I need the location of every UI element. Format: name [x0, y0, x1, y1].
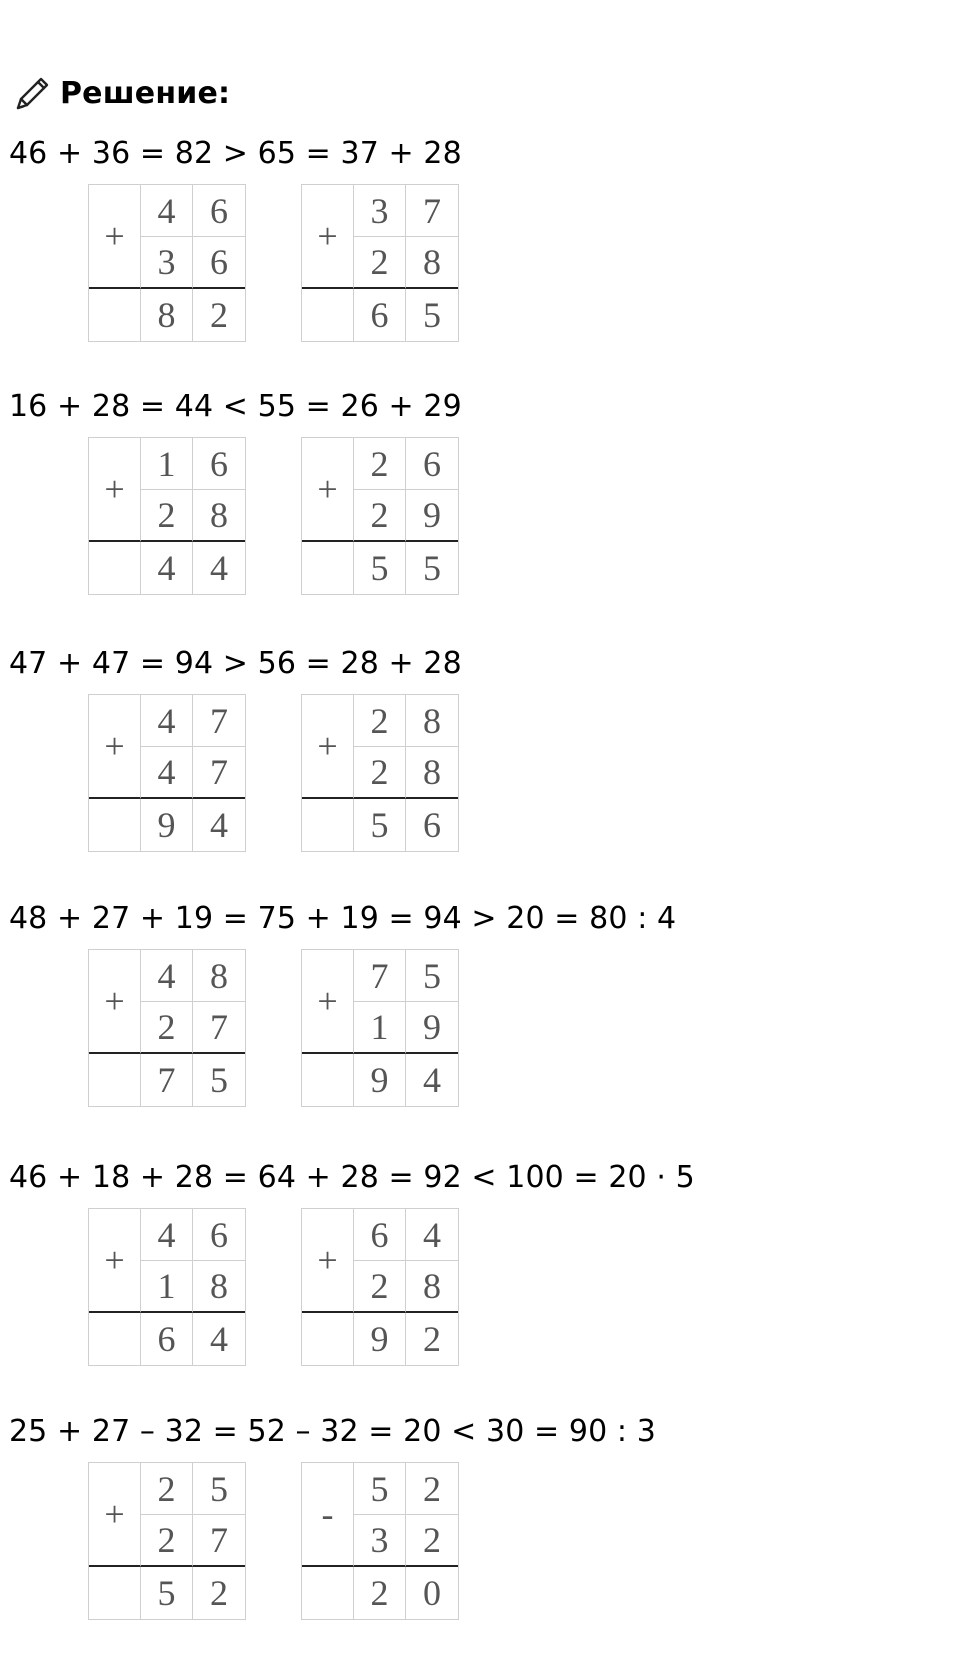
- result-digit: 5: [210, 1060, 228, 1100]
- column-addition-right: [301, 694, 459, 852]
- column-addition-right: [301, 437, 459, 595]
- result-digit: 4: [210, 548, 228, 588]
- operator-sign: +: [302, 1209, 354, 1313]
- column-addition-right: [301, 184, 459, 342]
- equation: 47 + 47 = 94 > 56 = 28 + 28: [9, 646, 462, 681]
- digit: 6: [406, 438, 458, 490]
- equation: 46 + 18 + 28 = 64 + 28 = 92 < 100 = 20 · 5: [9, 1160, 695, 1195]
- operator-sign: +: [89, 1209, 141, 1313]
- empty-cell: [89, 289, 141, 341]
- digit: 2: [354, 237, 406, 289]
- operator-sign: +: [302, 695, 354, 799]
- empty-cell: [89, 1567, 141, 1619]
- digit: 4: [406, 1209, 458, 1261]
- digit: 6: [193, 438, 245, 490]
- digit: 2: [354, 438, 406, 490]
- empty-cell: [302, 799, 354, 851]
- digit: 2: [354, 695, 406, 747]
- empty-cell: [89, 1313, 141, 1365]
- empty-cell: [302, 1054, 354, 1106]
- digit: 7: [193, 747, 245, 799]
- digit: 7: [193, 695, 245, 747]
- result-digit: 6: [141, 1313, 193, 1365]
- result-digit: 2: [354, 1567, 406, 1619]
- digit: 7: [406, 185, 458, 237]
- column-addition-left: [88, 1208, 246, 1366]
- column-addition-left: [88, 437, 246, 595]
- result-digit: 6: [423, 805, 441, 845]
- solution-header: [12, 72, 230, 114]
- operator-sign: +: [302, 438, 354, 542]
- column-addition-right: [301, 949, 459, 1107]
- digit: 1: [141, 1261, 193, 1313]
- result-digit: 8: [141, 289, 193, 341]
- operator-sign: +: [302, 950, 354, 1054]
- digit: 3: [354, 1515, 406, 1567]
- digit: 2: [354, 1261, 406, 1313]
- digit: 1: [141, 438, 193, 490]
- digit: 8: [193, 490, 245, 542]
- digit: 2: [354, 490, 406, 542]
- equation: 16 + 28 = 44 < 55 = 26 + 29: [9, 389, 462, 424]
- digit: 6: [193, 185, 245, 237]
- result-digit: 5: [141, 1567, 193, 1619]
- result-digit: 7: [141, 1054, 193, 1106]
- equation: 46 + 36 = 82 > 65 = 37 + 28: [9, 136, 462, 171]
- operator-sign: +: [89, 185, 141, 289]
- result-digit: 5: [423, 295, 441, 335]
- digit: 7: [193, 1515, 245, 1567]
- result-digit: 4: [141, 542, 193, 594]
- result-digit: 4: [423, 1060, 441, 1100]
- operator-sign: -: [302, 1463, 354, 1567]
- digit: 8: [406, 747, 458, 799]
- operator-sign: +: [89, 695, 141, 799]
- empty-cell: [302, 1313, 354, 1365]
- empty-cell: [89, 542, 141, 594]
- digit: 2: [141, 490, 193, 542]
- digit: 1: [354, 1002, 406, 1054]
- equation: 25 + 27 – 32 = 52 – 32 = 20 < 30 = 90 : 3: [9, 1414, 656, 1449]
- digit: 9: [406, 1002, 458, 1054]
- empty-cell: [89, 1054, 141, 1106]
- digit: 4: [141, 185, 193, 237]
- digit: 7: [354, 950, 406, 1002]
- digit: 8: [406, 1261, 458, 1313]
- operator-sign: +: [89, 950, 141, 1054]
- column-addition-left: [88, 1462, 246, 1620]
- result-digit: 4: [210, 805, 228, 845]
- digit: 8: [193, 950, 245, 1002]
- result-digit: 5: [354, 799, 406, 851]
- empty-cell: [89, 799, 141, 851]
- page-title: Решение:: [60, 75, 231, 111]
- digit: 2: [141, 1463, 193, 1515]
- result-digit: 5: [354, 542, 406, 594]
- digit: 6: [193, 237, 245, 289]
- column-subtraction-right: [301, 1462, 459, 1620]
- digit: 2: [406, 1515, 458, 1567]
- digit: 5: [193, 1463, 245, 1515]
- result-digit: 2: [210, 1573, 228, 1613]
- digit: 2: [406, 1463, 458, 1515]
- empty-cell: [302, 542, 354, 594]
- column-addition-right: [301, 1208, 459, 1366]
- result-digit: 5: [423, 548, 441, 588]
- column-addition-left: [88, 949, 246, 1107]
- digit: 2: [354, 747, 406, 799]
- digit: 5: [354, 1463, 406, 1515]
- result-digit: 0: [423, 1573, 441, 1613]
- pencil-icon: [12, 72, 54, 114]
- operator-sign: +: [89, 438, 141, 542]
- digit: 5: [406, 950, 458, 1002]
- digit: 3: [141, 237, 193, 289]
- result-digit: 9: [141, 799, 193, 851]
- result-digit: 9: [354, 1054, 406, 1106]
- equation: 48 + 27 + 19 = 75 + 19 = 94 > 20 = 80 : 4: [9, 901, 677, 936]
- digit: 4: [141, 747, 193, 799]
- operator-sign: +: [302, 185, 354, 289]
- digit: 4: [141, 1209, 193, 1261]
- result-digit: 6: [354, 289, 406, 341]
- digit: 3: [354, 185, 406, 237]
- empty-cell: [302, 289, 354, 341]
- digit: 7: [193, 1002, 245, 1054]
- column-addition-left: [88, 694, 246, 852]
- digit: 2: [141, 1002, 193, 1054]
- digit: 8: [406, 695, 458, 747]
- digit: 6: [354, 1209, 406, 1261]
- digit: 9: [406, 490, 458, 542]
- digit: 6: [193, 1209, 245, 1261]
- digit: 4: [141, 950, 193, 1002]
- result-digit: 4: [210, 1319, 228, 1359]
- digit: 8: [193, 1261, 245, 1313]
- result-digit: 2: [423, 1319, 441, 1359]
- operator-sign: +: [89, 1463, 141, 1567]
- result-digit: 9: [354, 1313, 406, 1365]
- digit: 2: [141, 1515, 193, 1567]
- digit: 4: [141, 695, 193, 747]
- empty-cell: [302, 1567, 354, 1619]
- digit: 8: [406, 237, 458, 289]
- result-digit: 2: [210, 295, 228, 335]
- column-addition-left: [88, 184, 246, 342]
